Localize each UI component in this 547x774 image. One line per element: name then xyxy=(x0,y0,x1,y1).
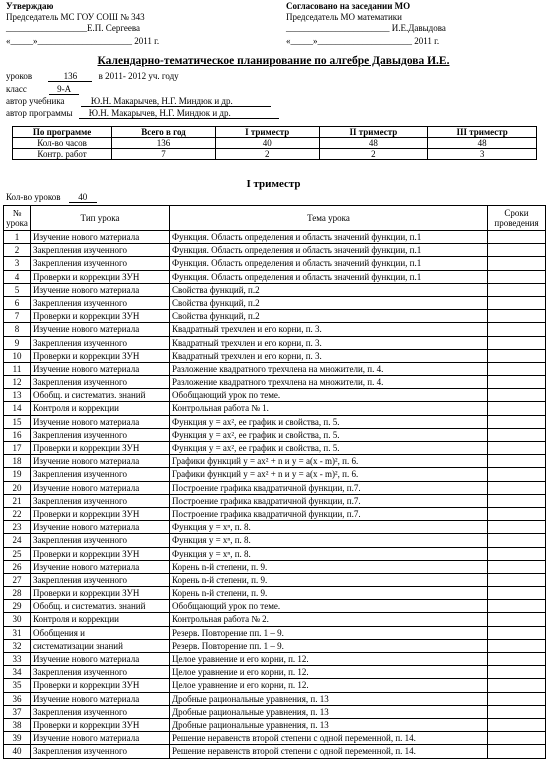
lesson-topic: Свойства функций, п.2 xyxy=(170,310,488,323)
lessons-header-row xyxy=(4,206,546,231)
lesson-number: 38 xyxy=(4,718,31,731)
meta-author-prog xyxy=(6,108,279,119)
lesson-number: 40 xyxy=(4,745,31,758)
table-row xyxy=(4,705,546,718)
lesson-date xyxy=(488,231,546,244)
lesson-number: 37 xyxy=(4,705,31,718)
lesson-date xyxy=(488,600,546,613)
lesson-topic: Квадратный трехчлен и его корни, п. 3. xyxy=(170,349,488,362)
lesson-type: Закрепления изученного xyxy=(31,376,170,389)
table-row xyxy=(4,745,546,758)
lesson-type: Изучение нового материала xyxy=(31,653,170,666)
lesson-type: Закрепления изученного xyxy=(31,745,170,758)
lesson-number: 11 xyxy=(4,362,31,375)
lesson-number: 23 xyxy=(4,521,31,534)
lesson-date xyxy=(488,323,546,336)
lesson-number: 9 xyxy=(4,336,31,349)
lesson-topic: Резерв. Повторение пп. 1 – 9. xyxy=(170,626,488,639)
header-lesson-number: № урока xyxy=(4,206,31,231)
table-row xyxy=(4,613,546,626)
lesson-date xyxy=(488,705,546,718)
table-row xyxy=(4,336,546,349)
lesson-date xyxy=(488,244,546,257)
summary-header: Всего в год xyxy=(112,127,216,138)
lesson-number: 32 xyxy=(4,639,31,652)
section-lessons-count-label: Кол-во уроков xyxy=(6,192,61,202)
approve-line1: Председатель МС ГОУ СОШ № 343 xyxy=(6,12,145,22)
table-row xyxy=(4,323,546,336)
meta-class-label: класс xyxy=(6,84,27,94)
lesson-number: 17 xyxy=(4,442,31,455)
lesson-topic: Свойства функций, п.2 xyxy=(170,296,488,309)
lesson-topic: Корень n-й степени, п. 9. xyxy=(170,560,488,573)
lesson-date xyxy=(488,257,546,270)
table-row xyxy=(4,455,546,468)
lesson-number: 8 xyxy=(4,323,31,336)
meta-class xyxy=(6,84,79,95)
summary-cell: 136 xyxy=(112,138,216,149)
table-row xyxy=(4,468,546,481)
lesson-number: 10 xyxy=(4,349,31,362)
table-row xyxy=(4,231,546,244)
table-row xyxy=(4,573,546,586)
lesson-type: Проверки и коррекции ЗУН xyxy=(31,679,170,692)
lesson-topic: Квадратный трехчлен и его корни, п. 3. xyxy=(170,323,488,336)
table-row xyxy=(4,507,546,520)
table-row xyxy=(4,626,546,639)
lesson-topic: Построение графика квадратичной функции, п.7. xyxy=(170,507,488,520)
lesson-topic: Целое уравнение и его корни, п. 12. xyxy=(170,679,488,692)
table-row xyxy=(4,362,546,375)
lesson-number: 31 xyxy=(4,626,31,639)
lesson-number: 7 xyxy=(4,310,31,323)
table-row xyxy=(4,481,546,494)
lesson-number: 25 xyxy=(4,547,31,560)
summary-cell: Кол-во часов xyxy=(13,138,112,149)
lesson-number: 14 xyxy=(4,402,31,415)
table-row xyxy=(4,547,546,560)
meta-author-prog-label: автор программы xyxy=(6,108,73,118)
lesson-date xyxy=(488,573,546,586)
lesson-type: Изучение нового материала xyxy=(31,481,170,494)
lesson-number: 18 xyxy=(4,455,31,468)
lesson-topic: Целое уравнение и его корни, п. 12. xyxy=(170,653,488,666)
lesson-date xyxy=(488,679,546,692)
table-row xyxy=(4,521,546,534)
lesson-number: 19 xyxy=(4,468,31,481)
table-row xyxy=(4,389,546,402)
table-row xyxy=(4,494,546,507)
lesson-date xyxy=(488,270,546,283)
lesson-type: Закрепления изученного xyxy=(31,468,170,481)
lesson-date xyxy=(488,481,546,494)
summary-table xyxy=(12,126,537,160)
lesson-number: 13 xyxy=(4,389,31,402)
meta-author-book-value: Ю.Н. Макарычев, Н.Г. Миндюк и др. xyxy=(81,96,271,107)
section-lessons-count xyxy=(6,192,97,203)
summary-cell: Контр. работ xyxy=(13,149,112,160)
meta-year: в 2011- 2012 уч. году xyxy=(98,71,179,81)
table-row xyxy=(4,679,546,692)
lesson-topic: Обобщающий урок по теме. xyxy=(170,389,488,402)
lesson-type: Проверки и коррекции ЗУН xyxy=(31,718,170,731)
lesson-date xyxy=(488,653,546,666)
lesson-date xyxy=(488,521,546,534)
lesson-date xyxy=(488,587,546,600)
table-row xyxy=(4,270,546,283)
lesson-number: 36 xyxy=(4,692,31,705)
lesson-type: Проверки и коррекции ЗУН xyxy=(31,310,170,323)
lesson-topic: Свойства функций, п.2 xyxy=(170,283,488,296)
lesson-type: Закрепления изученного xyxy=(31,666,170,679)
lesson-date xyxy=(488,494,546,507)
table-row xyxy=(4,244,546,257)
summary-header: I триместр xyxy=(215,127,319,138)
summary-header-row xyxy=(13,127,537,138)
lesson-number: 29 xyxy=(4,600,31,613)
lesson-topic: Графики функций y = ax² + n и y = a(x - m)², п. 6. xyxy=(170,455,488,468)
table-row xyxy=(4,349,546,362)
lesson-topic: Корень n-й степени, п. 9. xyxy=(170,587,488,600)
lesson-topic: Функция y = ax², ее график и свойства, п. 5. xyxy=(170,415,488,428)
lesson-date xyxy=(488,376,546,389)
lesson-date xyxy=(488,402,546,415)
lesson-number: 22 xyxy=(4,507,31,520)
lessons-table xyxy=(3,205,546,759)
lesson-number: 34 xyxy=(4,666,31,679)
lesson-topic: Решение неравенств второй степени с одной переменной, п. 14. xyxy=(170,732,488,745)
lesson-topic: Корень n-й степени, п. 9. xyxy=(170,573,488,586)
table-row xyxy=(4,600,546,613)
lesson-type: Проверки и коррекции ЗУН xyxy=(31,507,170,520)
lesson-type: Изучение нового материала xyxy=(31,732,170,745)
lesson-date xyxy=(488,296,546,309)
lesson-type: Контроля и коррекции xyxy=(31,613,170,626)
table-row xyxy=(4,283,546,296)
approve-heading: Утверждаю xyxy=(6,1,54,11)
summary-header: III триместр xyxy=(428,127,537,138)
lesson-topic: Функция. Область определения и область значений функции, п.1 xyxy=(170,270,488,283)
summary-header: II триместр xyxy=(319,127,428,138)
agree-line3: «_____»_____________________ 2011 г. xyxy=(286,36,440,46)
lesson-topic: Дробные рациональные уравнения, п. 13 xyxy=(170,692,488,705)
lesson-type: Изучение нового материала xyxy=(31,560,170,573)
lesson-type: Обобщ. и систематиз. знаний xyxy=(31,600,170,613)
lesson-date xyxy=(488,732,546,745)
lesson-number: 26 xyxy=(4,560,31,573)
lesson-type: Изучение нового материала xyxy=(31,521,170,534)
lesson-type: Изучение нового материала xyxy=(31,362,170,375)
approve-line3: «_____»_____________________ 2011 г. xyxy=(6,36,160,46)
table-row xyxy=(4,376,546,389)
lesson-date xyxy=(488,468,546,481)
lesson-topic: Дробные рациональные уравнения, п. 13 xyxy=(170,705,488,718)
table-row xyxy=(4,666,546,679)
lesson-type: Обобщ. и систематиз. знаний xyxy=(31,389,170,402)
table-row xyxy=(4,310,546,323)
lesson-type: Изучение нового материала xyxy=(31,231,170,244)
table-row xyxy=(4,257,546,270)
lesson-date xyxy=(488,507,546,520)
lesson-type: Закрепления изученного xyxy=(31,428,170,441)
lesson-number: 35 xyxy=(4,679,31,692)
lesson-type: Проверки и коррекции ЗУН xyxy=(31,587,170,600)
lesson-date xyxy=(488,349,546,362)
lesson-date xyxy=(488,560,546,573)
lesson-date xyxy=(488,415,546,428)
lesson-topic: Контрольная работа № 1. xyxy=(170,402,488,415)
lesson-type: Проверки и коррекции ЗУН xyxy=(31,270,170,283)
lesson-number: 1 xyxy=(4,231,31,244)
lesson-type: Обобщения и xyxy=(31,626,170,639)
lesson-type: систематизации знаний xyxy=(31,639,170,652)
lesson-number: 5 xyxy=(4,283,31,296)
lesson-date xyxy=(488,442,546,455)
page-title: Календарно-тематическое планирование по алгебре Давыдова И.Е. xyxy=(97,55,450,67)
lesson-topic: Решение неравенств второй степени с одной переменной, п. 14. xyxy=(170,745,488,758)
lesson-topic: Дробные рациональные уравнения, п. 13 xyxy=(170,718,488,731)
lesson-topic: Обобщающий урок по теме. xyxy=(170,600,488,613)
summary-cell: 48 xyxy=(428,138,537,149)
lesson-topic: Функция y = xⁿ, п. 8. xyxy=(170,534,488,547)
table-row xyxy=(4,442,546,455)
table-row xyxy=(4,402,546,415)
lesson-date xyxy=(488,626,546,639)
header-lesson-topic: Тема урока xyxy=(170,206,488,231)
lesson-topic: Квадратный трехчлен и его корни, п. 3. xyxy=(170,336,488,349)
agree-line2: _______________________ И.Е.Давыдова xyxy=(286,23,446,33)
lesson-date xyxy=(488,613,546,626)
table-row xyxy=(4,415,546,428)
summary-cell: 3 xyxy=(428,149,537,160)
lesson-date xyxy=(488,718,546,731)
meta-lessons xyxy=(6,71,179,82)
lesson-type: Контроля и коррекции xyxy=(31,402,170,415)
lesson-topic: Функция. Область определения и область значений функции, п.1 xyxy=(170,257,488,270)
lesson-type: Изучение нового материала xyxy=(31,415,170,428)
table-row xyxy=(4,732,546,745)
lesson-type: Изучение нового материала xyxy=(31,323,170,336)
meta-author-prog-value: Ю.Н. Макарычев, Н.Г. Миндюк и др. xyxy=(79,108,279,119)
agree-heading: Согласовано на заседании МО xyxy=(286,1,411,11)
lesson-topic: Функция. Область определения и область значений функции, п.1 xyxy=(170,244,488,257)
lesson-type: Закрепления изученного xyxy=(31,257,170,270)
summary-header: По программе xyxy=(13,127,112,138)
lesson-type: Проверки и коррекции ЗУН xyxy=(31,547,170,560)
summary-row xyxy=(13,138,537,149)
summary-row xyxy=(13,149,537,160)
lesson-number: 24 xyxy=(4,534,31,547)
table-row xyxy=(4,534,546,547)
lesson-topic: Разложение квадратного трехчлена на множители, п. 4. xyxy=(170,376,488,389)
summary-cell: 2 xyxy=(319,149,428,160)
lesson-number: 4 xyxy=(4,270,31,283)
lesson-number: 15 xyxy=(4,415,31,428)
lesson-topic: Целое уравнение и его корни, п. 12. xyxy=(170,666,488,679)
lesson-type: Закрепления изученного xyxy=(31,244,170,257)
lesson-number: 2 xyxy=(4,244,31,257)
lesson-topic: Разложение квадратного трехчлена на множители, п. 4. xyxy=(170,362,488,375)
lesson-topic: Функция y = xⁿ, п. 8. xyxy=(170,547,488,560)
lesson-type: Закрепления изученного xyxy=(31,494,170,507)
lesson-date xyxy=(488,389,546,402)
lesson-topic: Построение графика квадратичной функции, п.7. xyxy=(170,481,488,494)
agree-line1: Председатель МО математики xyxy=(286,12,402,22)
lesson-topic: Функция y = ax², ее график и свойства, п. 5. xyxy=(170,442,488,455)
lesson-topic: Резерв. Повторение пп. 1 – 9. xyxy=(170,639,488,652)
summary-cell: 2 xyxy=(215,149,319,160)
table-row xyxy=(4,653,546,666)
header-lesson-type: Тип урока xyxy=(31,206,170,231)
meta-author-book-label: автор учебника xyxy=(6,96,65,106)
lesson-date xyxy=(488,310,546,323)
lesson-type: Изучение нового материала xyxy=(31,283,170,296)
lesson-date xyxy=(488,455,546,468)
lesson-topic: Графики функций y = ax² + n и y = a(x - m)², п. 6. xyxy=(170,468,488,481)
lesson-number: 20 xyxy=(4,481,31,494)
table-row xyxy=(4,587,546,600)
lesson-type: Закрепления изученного xyxy=(31,336,170,349)
table-row xyxy=(4,296,546,309)
lesson-topic: Функция y = xⁿ, п. 8. xyxy=(170,521,488,534)
lesson-topic: Функция. Область определения и область значений функции, п.1 xyxy=(170,231,488,244)
lesson-date xyxy=(488,362,546,375)
table-row xyxy=(4,692,546,705)
meta-author-book xyxy=(6,96,271,107)
lesson-number: 16 xyxy=(4,428,31,441)
summary-cell: 40 xyxy=(215,138,319,149)
lesson-number: 39 xyxy=(4,732,31,745)
meta-class-value: 9-А xyxy=(49,84,79,95)
lesson-date xyxy=(488,745,546,758)
section-title: I триместр xyxy=(246,178,301,190)
lesson-date xyxy=(488,692,546,705)
lesson-number: 21 xyxy=(4,494,31,507)
lesson-date xyxy=(488,547,546,560)
table-row xyxy=(4,639,546,652)
lesson-type: Закрепления изученного xyxy=(31,534,170,547)
lesson-date xyxy=(488,666,546,679)
lesson-number: 6 xyxy=(4,296,31,309)
lesson-number: 12 xyxy=(4,376,31,389)
lesson-number: 33 xyxy=(4,653,31,666)
meta-lessons-value: 136 xyxy=(48,71,92,82)
meta-lessons-label: уроков xyxy=(6,71,33,81)
lesson-date xyxy=(488,428,546,441)
lesson-type: Проверки и коррекции ЗУН xyxy=(31,349,170,362)
header-lesson-date: Сроки проведения xyxy=(488,206,546,231)
lesson-date xyxy=(488,283,546,296)
lesson-topic: Контрольная работа № 2. xyxy=(170,613,488,626)
lesson-number: 3 xyxy=(4,257,31,270)
lesson-date xyxy=(488,336,546,349)
lesson-number: 27 xyxy=(4,573,31,586)
lesson-type: Изучение нового материала xyxy=(31,692,170,705)
section-lessons-count-value: 40 xyxy=(69,192,97,203)
lesson-type: Проверки и коррекции ЗУН xyxy=(31,442,170,455)
lesson-topic: Построение графика квадратичной функции, п.7. xyxy=(170,494,488,507)
table-row xyxy=(4,718,546,731)
summary-cell: 7 xyxy=(112,149,216,160)
summary-cell: 48 xyxy=(319,138,428,149)
lesson-topic: Функция y = ax², ее график и свойства, п. 5. xyxy=(170,428,488,441)
approve-line2: __________________Е.П. Сергеева xyxy=(6,23,141,33)
lesson-type: Изучение нового материала xyxy=(31,455,170,468)
lesson-date xyxy=(488,534,546,547)
table-row xyxy=(4,560,546,573)
lesson-type: Закрепления изученного xyxy=(31,296,170,309)
lesson-type: Закрепления изученного xyxy=(31,573,170,586)
table-row xyxy=(4,428,546,441)
lesson-number: 30 xyxy=(4,613,31,626)
lesson-date xyxy=(488,639,546,652)
lesson-number: 28 xyxy=(4,587,31,600)
lesson-type: Закрепления изученного xyxy=(31,705,170,718)
